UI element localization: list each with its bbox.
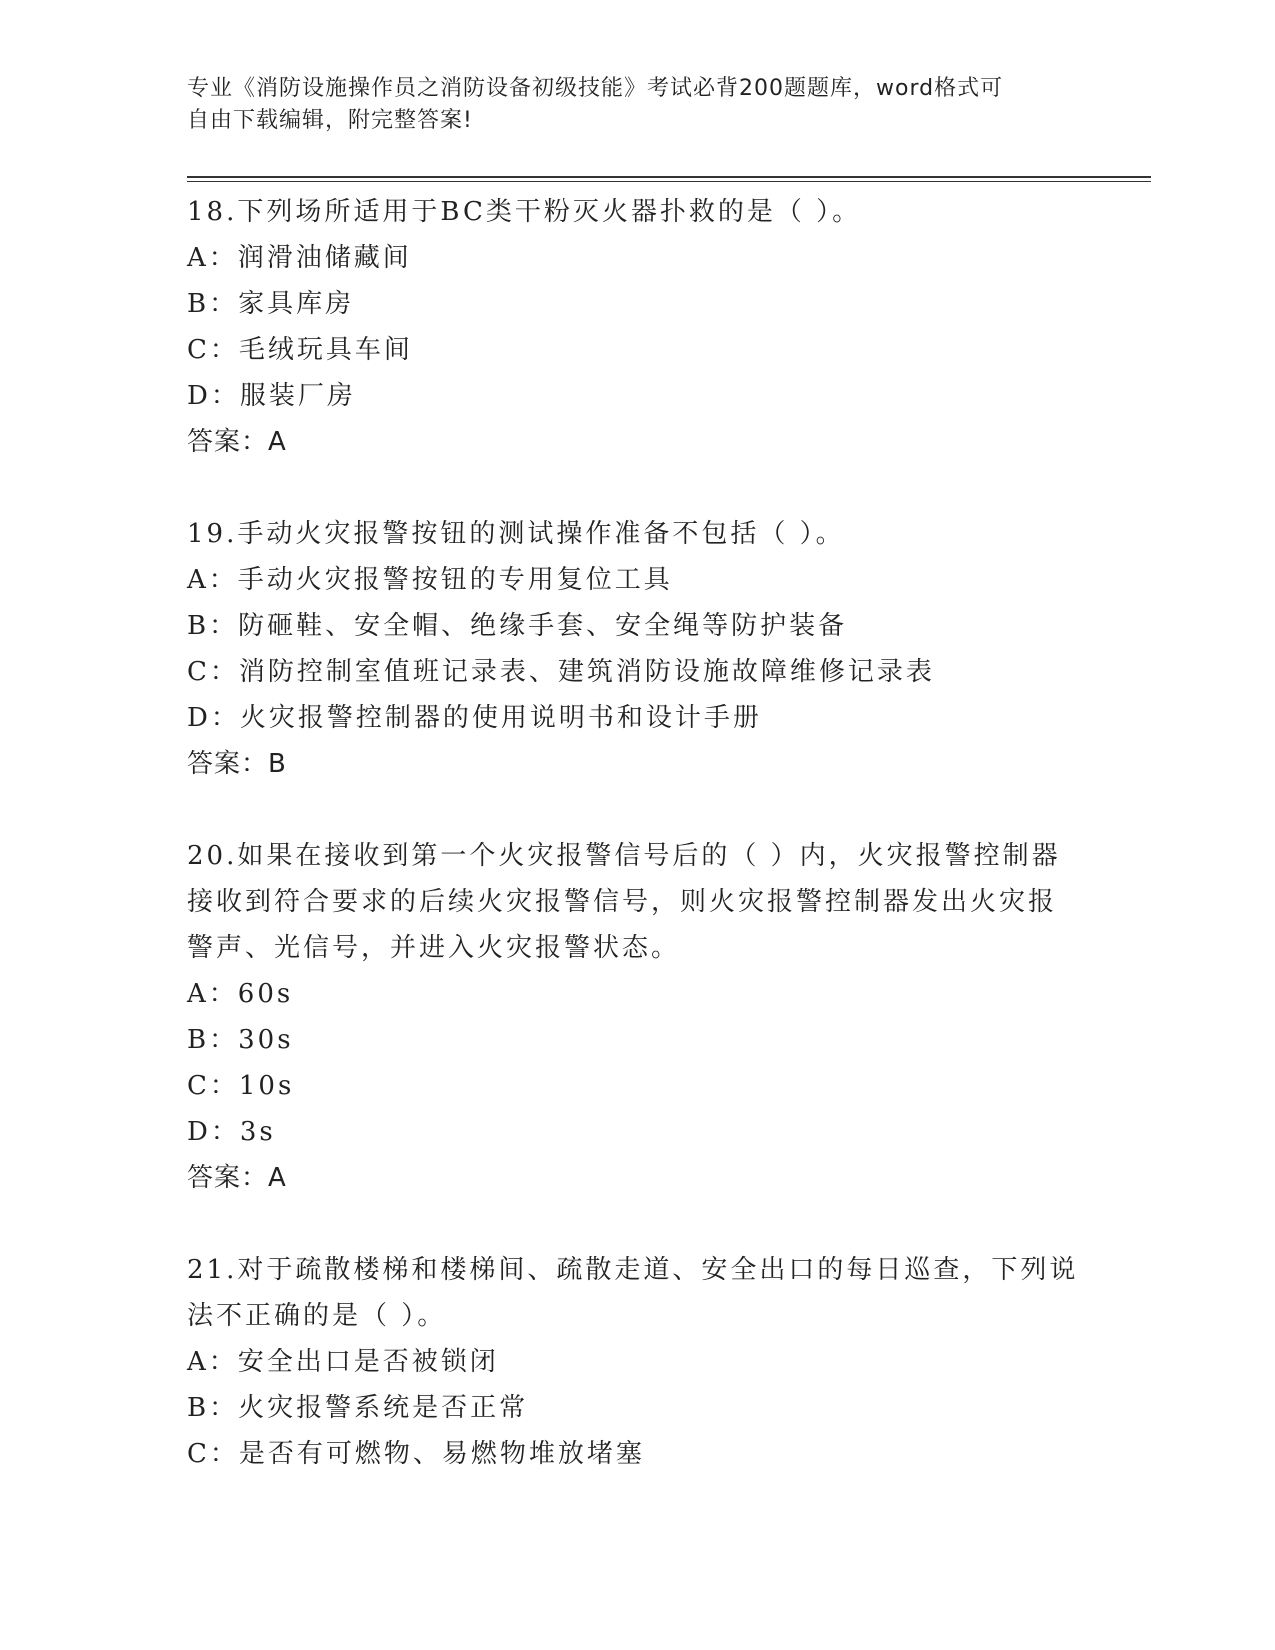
question-stem: 法不正确的是（ ）。	[187, 1301, 447, 1331]
option-a: A：润滑油储藏间	[187, 243, 412, 273]
document-header	[187, 73, 1087, 137]
question-stem: 20.如果在接收到第一个火灾报警信号后的（ ）内，火灾报警控制器	[187, 841, 1061, 871]
question-stem: 18.下列场所适用于BC类干粉灭火器扑救的是（ ）。	[187, 197, 862, 227]
option-d: D：3s	[187, 1117, 276, 1147]
question-stem: 19.手动火灾报警按钮的测试操作准备不包括（ ）。	[187, 519, 845, 549]
header-line: 自由下载编辑，附完整答案!	[187, 108, 473, 133]
option-b: B：家具库房	[187, 289, 355, 319]
question-18	[187, 189, 1087, 465]
option-a: A：手动火灾报警按钮的专用复位工具	[187, 565, 673, 595]
option-d: D：火灾报警控制器的使用说明书和设计手册	[187, 703, 762, 733]
question-21	[187, 1247, 1087, 1477]
option-b: B：防砸鞋、安全帽、绝缘手套、安全绳等防护装备	[187, 611, 848, 641]
option-d: D：服装厂房	[187, 381, 356, 411]
option-c: C：消防控制室值班记录表、建筑消防设施故障维修记录表	[187, 657, 935, 687]
answer: 答案：A	[187, 427, 287, 457]
answer: 答案：B	[187, 749, 287, 779]
option-c: C：是否有可燃物、易燃物堆放堵塞	[187, 1439, 645, 1469]
header-line: 专业《消防设施操作员之消防设备初级技能》考试必背200题题库，word格式可	[187, 76, 1004, 101]
question-19	[187, 511, 1087, 787]
question-20	[187, 833, 1087, 1201]
option-a: A：安全出口是否被锁闭	[187, 1347, 499, 1377]
option-a: A：60s	[187, 979, 294, 1009]
question-stem: 接收到符合要求的后续火灾报警信号，则火灾报警控制器发出火灾报	[187, 887, 1058, 917]
question-list	[187, 189, 1087, 1523]
option-b: B：30s	[187, 1025, 294, 1055]
option-c: C：毛绒玩具车间	[187, 335, 413, 365]
answer: 答案：A	[187, 1163, 287, 1193]
question-stem: 21.对于疏散楼梯和楼梯间、疏散走道、安全出口的每日巡查，下列说	[187, 1255, 1079, 1285]
option-c: C：10s	[187, 1071, 295, 1101]
option-b: B：火灾报警系统是否正常	[187, 1393, 529, 1423]
question-stem: 警声、光信号，并进入火灾报警状态。	[187, 933, 681, 963]
header-divider	[187, 176, 1151, 182]
